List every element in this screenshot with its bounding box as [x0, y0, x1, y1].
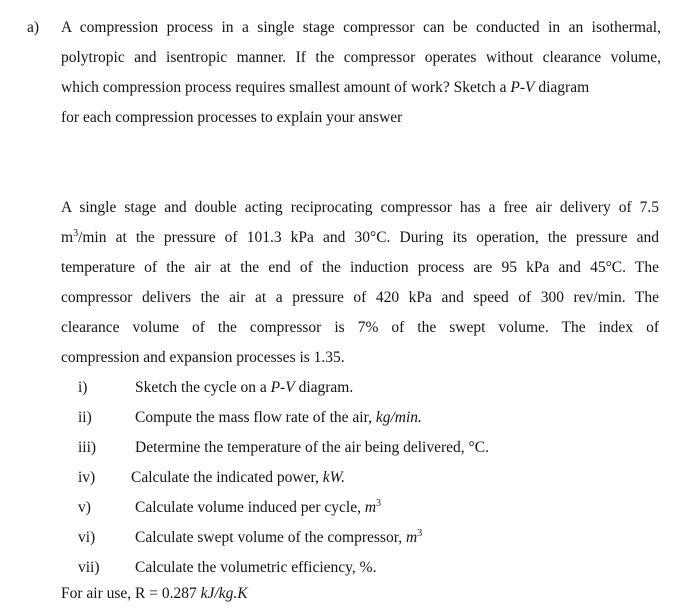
task-number: vi): [78, 529, 96, 546]
task-number: v): [78, 499, 91, 516]
task-number: ii): [78, 409, 92, 426]
task-text: Compute the mass flow rate of the air, kg/min.: [135, 409, 422, 426]
problem-line-6: compression and expansion processes is 1.35.: [61, 349, 345, 366]
part-a-line-4: for each compression processes to explain your answer: [61, 109, 403, 126]
task-text: Calculate swept volume of the compressor, $m^3$: [135, 528, 423, 546]
problem-line-1: A single stage and double acting reciprocating compressor has a free air delivery of 7.5: [61, 199, 659, 216]
task-text: Calculate volume induced per cycle, $m^3$: [135, 498, 382, 516]
task-text: Calculate the indicated power, kW.: [131, 469, 346, 486]
part-a-label: a): [27, 19, 40, 36]
task-number: iv): [78, 469, 96, 486]
task-text: Calculate the volumetric efficiency, %.: [135, 559, 377, 576]
part-a-line-1: A compression process in a single stage compressor can be conducted in an isothermal,: [61, 19, 661, 36]
problem-line-5: clearance volume of the compressor is 7% of the swept volume. The index of: [61, 319, 659, 336]
problem-line-3: temperature of the air at the end of the induction process are 95 kPa and 45°C. The: [61, 259, 659, 276]
part-a-line-2: polytropic and isentropic manner. If the compressor operates without clearance volume,: [61, 49, 661, 66]
problem-line-4: compressor delivers the air at a pressure of 420 kPa and speed of 300 rev/min. The: [61, 289, 659, 306]
task-number: vii): [78, 559, 100, 576]
task-number: i): [78, 379, 88, 396]
part-a-line-3: which compression process requires smallest amount of work? Sketch a P-V diagram: [61, 79, 590, 96]
gas-constant-note: For air use, R = 0.287 kJ/kg.K: [61, 585, 248, 602]
task-text: Determine the temperature of the air being delivered, °C.: [135, 439, 489, 456]
task-text: Sketch the cycle on a P-V diagram.: [135, 379, 354, 396]
problem-line-2: $m^3/\min$ at the pressure of 101.3 kPa and 30°C. During its operation, the pressure and: [61, 228, 659, 246]
task-number: iii): [78, 439, 97, 456]
